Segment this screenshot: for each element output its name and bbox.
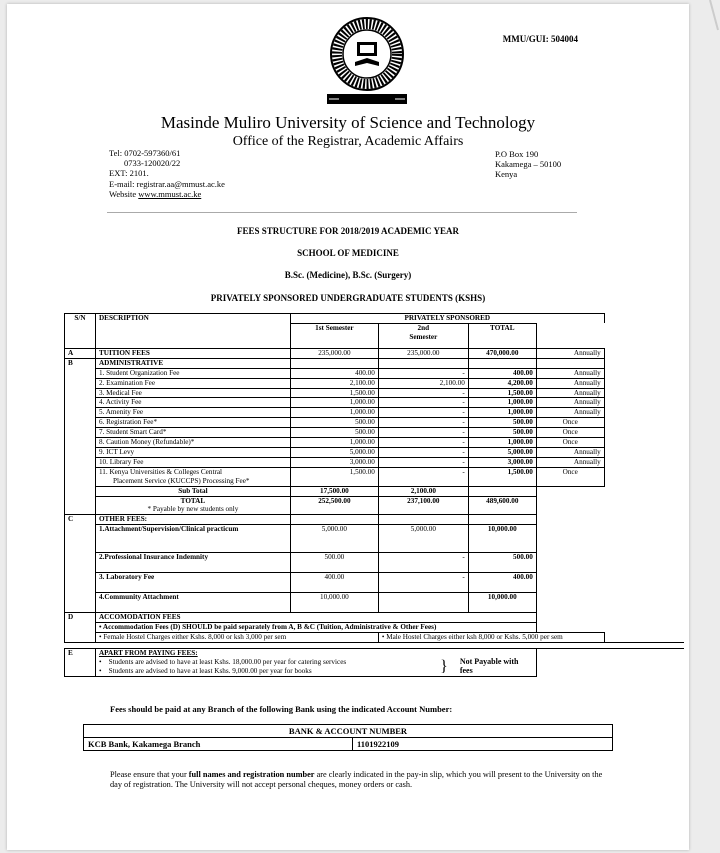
bank-table [83,724,613,751]
email: E-mail: registrar.aa@mmust.ac.ke [109,178,225,189]
website-link[interactable]: www.mmust.ac.ke [138,188,202,199]
country: Kenya [495,169,518,180]
telephone-1: Tel: 0702-597360/61 [109,148,181,158]
table-row: 10. Library Fee 3,000.00 - 3,000.00 Annually [65,457,685,467]
table-row: 1.Attachment/Supervision/Clinical practicum 5,000.00 5,000.00 10,000.00 [65,525,685,553]
table-row-kuccps: 11. Kenya Universities & Colleges Central Placement Service (KUCCPS) Processing Fee* 1,500.00 - 1,500.00 Once [65,467,685,486]
table-row: 2.Professional Insurance Indemnity 500.00 - 500.00 [65,553,685,573]
school-title: SCHOOL OF MEDICINE [297,248,399,258]
table-row-admin-header: B ADMINISTRATIVE [65,358,685,368]
office-name: Office of the Registrar, Academic Affairs [232,134,464,149]
table-row-apart-from-fees: E APART FROM PAYING FEES: • Students are advised to have at least Kshs. 18,000.00 per year for catering services • Students are advised to have at least Kshs. 9,000.00 per year for books } Not Payable with fees [65,648,685,676]
table-row: 5. Amenity Fee 1,000.00 - 1,000.00 Annually [65,408,685,418]
brace-icon: } [440,657,448,675]
document-page [7,4,689,850]
table-header-row [65,314,685,324]
table-row-other-header: C OTHER FEES: [65,515,685,525]
table-row: 4.Community Attachment 10,000.00 10,000.00 [65,593,685,613]
extension: EXT: 2101. [109,168,149,179]
bank-table-header: BANK & ACCOUNT NUMBER [84,725,613,738]
account-number: 1101922109 [353,738,613,751]
category-title: PRIVATELY SPONSORED UNDERGRADUATE STUDENTS (KSHS) [210,293,486,303]
bank-branch: KCB Bank, Kakamega Branch [84,738,353,751]
programme-title: B.Sc. (Medicine), B.Sc. (Surgery) [284,270,412,280]
header-privately-sponsored: PRIVATELY SPONSORED [290,314,604,324]
table-row-subtotal: Sub Total 17,500.00 2,100.00 [65,486,685,496]
table-row: 8. Caution Money (Refundable)* 1,000.00 - 1,000.00 Once [65,438,685,448]
header-sn: S/N [65,314,96,349]
table-row-accommodation-note: • Accommodation Fees (D) SHOULD be paid separately from A, B &C (Tuition, Administrative & Other Fees) [65,623,685,633]
university-logo [325,16,409,108]
header-divider [107,212,577,213]
header-semester-1: 1st Semester [290,323,378,348]
table-row: 1. Student Organization Fee 400.00 - 400.00 Annually [65,368,685,378]
reference-code: MMU/GUI: 504004 [502,34,578,44]
fees-title: FEES STRUCTURE FOR 2018/2019 ACADEMIC YEAR [237,226,459,236]
table-row-hostel-charges: • Female Hostel Charges either Kshs. 8,000 or ksh 3,000 per sem • Male Hostel Charges either ksh 8,000 or Kshs. 5,000 per sem [65,633,685,643]
table-row-tuition: A TUITION FEES 235,000.00 235,000.00 470,000.00 Annually [65,348,685,358]
table-row: 2. Examination Fee 2,100.00 2,100.00 4,200.00 Annually [65,378,685,388]
footer-note: Please ensure that your full names and registration number are clearly indicated in the pay-in slip, which you will present to the University on the day of registration. The University will not accept personal cheques, money orders or cash. [110,770,603,789]
header-total: TOTAL [468,323,536,348]
table-row-accommodation-header: D ACCOMODATION FEES [65,613,685,623]
town: Kakamega – 50100 [495,159,562,170]
website-line: Website www.mmust.ac.ke [109,188,202,199]
table-row: 7. Student Smart Card* 500.00 - 500.00 Once [65,428,685,438]
table-row: 6. Registration Fee* 500.00 - 500.00 Once [65,418,685,428]
page-scroll-indicator[interactable] [708,0,720,40]
fees-table [64,313,684,677]
university-name: Masinde Muliro University of Science and Technology [160,113,536,132]
header-description: DESCRIPTION [95,314,290,349]
table-row: 4. Activity Fee 1,000.00 - 1,000.00 Annually [65,398,685,408]
table-row: 3. Laboratory Fee 400.00 - 400.00 [65,573,685,593]
table-row: 3. Medical Fee 1,500.00 - 1,500.00 Annually [65,388,685,398]
po-box: P.O Box 190 [495,149,539,159]
telephone-2: 0733-120020/22 [124,158,181,169]
header-semester-2: 2nd Semester [378,323,468,348]
contact-right [495,149,561,180]
table-row-total: TOTAL * Payable by new students only 252,500.00 237,100.00 489,600.00 [65,496,685,515]
table-row: 9. ICT Levy 5,000.00 - 5,000.00 Annually [65,447,685,457]
contact-left [109,148,225,199]
bank-instruction: Fees should be paid at any Branch of the following Bank using the indicated Account Number: [110,704,453,714]
